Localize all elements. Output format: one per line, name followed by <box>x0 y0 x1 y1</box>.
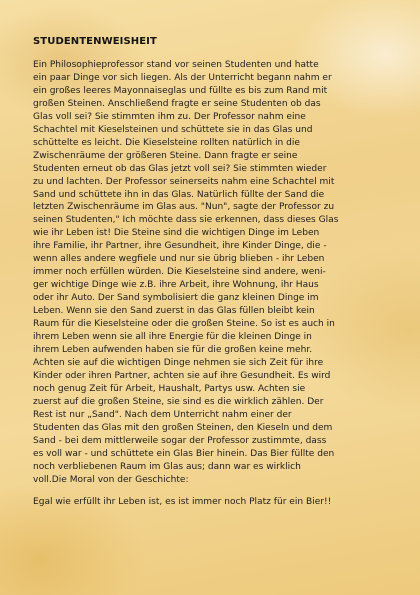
story-moral: Egal wie erfüllt ihr Leben ist, es ist immer noch Platz für ein Bier!! <box>33 497 332 508</box>
story-body: Ein Philosophieprofessor stand vor seinen Studenten und hatte ein paar Dinge vor sich liegen. Als der Unterricht begann nahm er ein großes leeres Mayonnaiseglas und füllte es bis zum Rand mit großen Steinen. Anschließend fragte er seine Studenten ob das Glas voll sei? Sie stimmten ihm zu. Der Professor nahm eine Schachtel mit Kieselsteinen und schüttete sie in das Glas und schüttelte es leicht. Die Kieselsteine rollten natürlich in die Zwischenräume der größeren Steine. Dann fragte er seine Studenten erneut ob das Glas jetzt voll sei? Sie stimmten wieder zu und lachten. Der Professor seinerseits nahm eine Schachtel mit Sand und schüttete ihn in das Glas. Natürlich füllte der Sand die letzten Zwischenräume im Glas aus. "Nun", sagte der Professor zu seinen Studenten," Ich möchte dass sie erkennen, dass dieses Glas wie ihr Leben ist! Die Steine sind die wichtigen Dinge im Leben ihre Familie, ihr Partner, ihre Gesundheit, ihre Kinder Dinge, die - wenn alles andere wegfiele und nur sie übrig blieben - ihr Leben immer noch erfüllen würden. Die Kieselsteine sind andere, weni- ger wichtige Dinge wie z.B. ihre Arbeit, ihre Wohnung, ihr Haus oder ihr Auto. Der Sand symbolisiert die ganz kleinen Dinge im Leben. Wenn sie den Sand zuerst in das Glas füllen bleibt kein Raum für die Kieselsteine oder die großen Steine. So ist es auch in ihrem Leben wenn sie all ihre Energie für die kleinen Dinge in ihrem Leben aufwenden haben sie für die großen keine mehr. Achten sie auf die wichtigen Dinge nehmen sie sich Zeit für ihre Kinder oder ihren Partner, achten sie auf ihre Gesundheit. Es wird noch genug Zeit für Arbeit, Haushalt, Partys usw. Achten sie zuerst auf die großen Steine, sie sind es die wirklich zählen. Der Rest ist nur „Sand". Nach dem Unterricht nahm einer der Studenten das Glas mit den großen Steinen, den Kieseln und dem Sand - bei dem mittlerweile sogar der Professor zustimmte, dass es voll war - und schüttete ein Glas Bier hinein. Das Bier füllte den noch verbliebenen Raum im Glas aus; dann war es wirklich voll.Die Moral von der Geschichte: <box>33 60 339 485</box>
document-title: STUDENTENWEISHEIT <box>33 36 157 47</box>
